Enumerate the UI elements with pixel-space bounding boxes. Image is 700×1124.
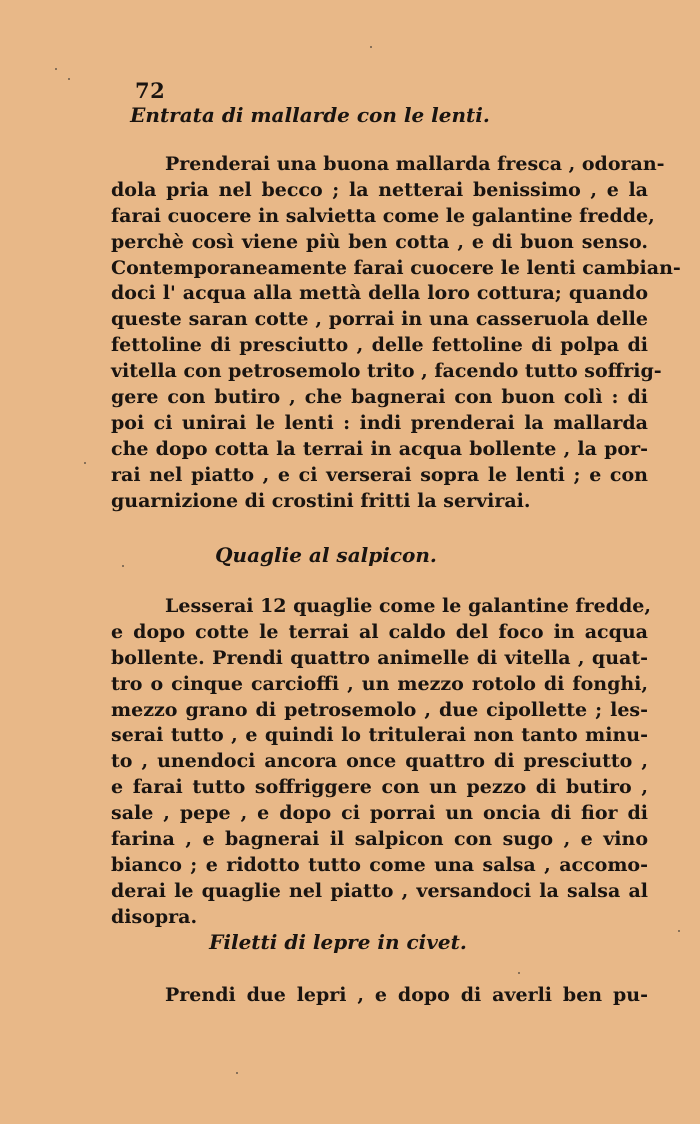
text-line: guarnizione di crostini fritti la servirai.: [111, 489, 531, 512]
text-line: serai tutto , e quindi lo tritulerai non tanto minu-: [111, 724, 648, 747]
text-line: bianco ; e ridotto tutto come una salsa , accomo-: [111, 853, 648, 876]
text-line: mezzo grano di petrosemolo , due cipollette ; les-: [111, 698, 648, 721]
text-line: rai nel piatto , e ci verserai sopra le lenti ; e con: [111, 463, 648, 486]
text-line: tro o cinque carcioffi , un mezzo rotolo di fonghi,: [111, 672, 648, 695]
text-line: gere con butiro , che bagnerai con buon colì : di: [111, 386, 648, 409]
text-line: dola pria nel becco ; la netterai benissimo , e la: [111, 178, 648, 201]
text-line: Lesserai 12 quaglie come le galantine fredde,: [165, 595, 651, 617]
recipe-body-lepre: [111, 983, 648, 1009]
text-line: che dopo cotta la terrai in acqua bollente , la por-: [111, 437, 648, 460]
text-line: farai cuocere in salvietta come le galantine fredde,: [111, 204, 655, 227]
recipe-body-mallarde: [111, 152, 681, 514]
paper-speck: [370, 46, 372, 48]
text-line: disopra.: [111, 905, 198, 928]
text-line: derai le quaglie nel piatto , versandoci la salsa al: [111, 879, 648, 902]
paper-speck: [68, 78, 70, 80]
text-line: doci l' acqua alla mettà della loro cottura; quando: [111, 282, 648, 305]
recipe-body-quaglie: [111, 594, 651, 931]
paper-speck: [678, 930, 680, 932]
text-line: to , unendoci ancora once quattro di presciutto ,: [111, 750, 648, 773]
paper-speck: [122, 565, 124, 567]
text-line: Prendi due lepri , e dopo di averli ben pu-: [165, 984, 648, 1006]
recipe-title-quaglie: Quaglie al salpicon.: [215, 543, 437, 567]
text-line: poi ci unirai le lenti : indi prenderai la mallarda: [111, 411, 648, 434]
text-line: vitella con petrosemolo trito , facendo tutto soffrig-: [111, 360, 662, 383]
text-line: queste saran cotte , porrai in una casseruola delle: [111, 308, 648, 331]
text-line: perchè così viene più ben cotta , e di buon senso.: [111, 230, 648, 253]
text-line: sale , pepe , e dopo ci porrai un oncia di fior di: [111, 802, 648, 825]
page-number: 72: [135, 78, 166, 103]
paper-speck: [55, 68, 57, 70]
recipe-title-mallarde: Entrata di mallarde con le lenti.: [130, 103, 490, 127]
text-line: fettoline di presciutto , delle fettoline di polpa di: [111, 334, 648, 357]
paper-speck: [236, 1072, 238, 1074]
text-line: e dopo cotte le terrai al caldo del foco in acqua: [111, 620, 648, 643]
paper-speck: [518, 972, 520, 974]
text-line: bollente. Prendi quattro animelle di vitella , quat-: [111, 646, 648, 669]
text-line: e farai tutto soffriggere con un pezzo di butiro ,: [111, 776, 648, 799]
recipe-title-lepre: Filetti di lepre in civet.: [209, 930, 467, 954]
text-line: Contemporaneamente farai cuocere le lenti cambian-: [111, 256, 681, 279]
text-line: farina , e bagnerai il salpicon con sugo , e vino: [111, 828, 648, 851]
text-line: Prenderai una buona mallarda fresca , odoran-: [165, 153, 665, 175]
paper-speck: [84, 462, 86, 464]
